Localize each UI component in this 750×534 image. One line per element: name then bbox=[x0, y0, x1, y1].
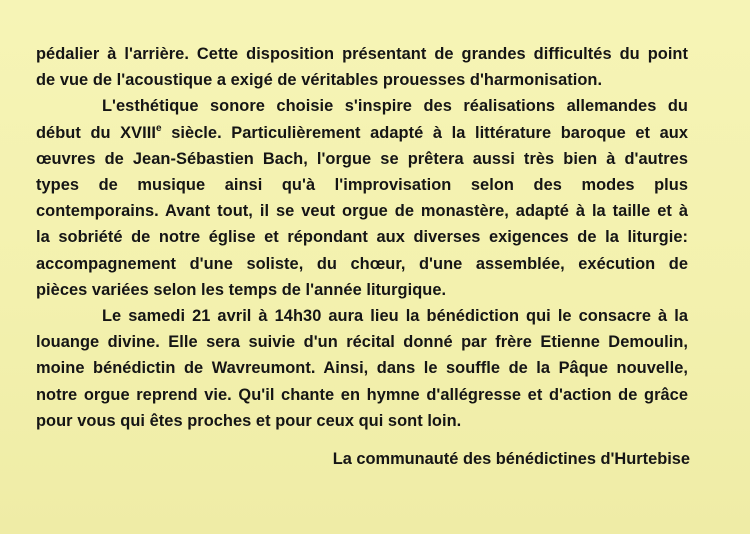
paragraph-organ-placement bbox=[36, 41, 688, 93]
signature-line: La communauté des bénédictines d'Hurtebise bbox=[332, 450, 690, 468]
text-line: notre orgue reprend vie. Qu'il chante en hymne d'allégresse et d'action de grâce bbox=[36, 385, 688, 404]
text-line: œuvres de Jean-Sébastien Bach, l'orgue se prêtera aussi très bien à d'autres bbox=[36, 149, 688, 168]
letter-body bbox=[36, 41, 688, 434]
text-line: pièces variées selon les temps de l'année liturgique. bbox=[36, 280, 447, 299]
paragraph-blessing-announcement bbox=[36, 303, 688, 434]
text-fragment: siècle. Particulièrement adapté à la littérature baroque et aux bbox=[161, 123, 688, 142]
text-line: pour vous qui êtes proches et pour ceux qui sont loin. bbox=[36, 411, 462, 430]
text-line-with-superscript bbox=[36, 120, 688, 146]
text-line: moine bénédictin de Wavreumont. Ainsi, dans le souffle de la Pâque nouvelle, bbox=[36, 359, 688, 378]
text-line: pédalier à l'arrière. Cette disposition présentant de grandes difficultés du point bbox=[36, 45, 688, 63]
text-line: louange divine. Elle sera suivie d'un récital donné par frère Etienne Demoulin, bbox=[36, 333, 688, 352]
text-line: types de musique ainsi qu'à l'improvisation selon des modes plus bbox=[36, 176, 688, 195]
text-line: contemporains. Avant tout, il se veut orgue de monastère, adapté à la taille et à bbox=[36, 202, 688, 221]
paragraph-sound-aesthetic bbox=[36, 93, 688, 303]
text-line: de vue de l'acoustique a exigé de véritables prouesses d'harmonisation. bbox=[36, 71, 603, 90]
text-line: L'esthétique sonore choisie s'inspire des réalisations allemandes du bbox=[102, 97, 688, 116]
text-line: Le samedi 21 avril à 14h30 aura lieu la bénédiction qui le consacre à la bbox=[102, 307, 688, 326]
text-fragment: début du XVIII bbox=[36, 123, 156, 142]
superscript: e bbox=[155, 122, 162, 134]
text-line: la sobriété de notre église et répondant aux diverses exigences de la liturgie: bbox=[36, 228, 688, 247]
text-line: accompagnement d'une soliste, du chœur, d'une assemblée, exécution de bbox=[36, 254, 688, 273]
